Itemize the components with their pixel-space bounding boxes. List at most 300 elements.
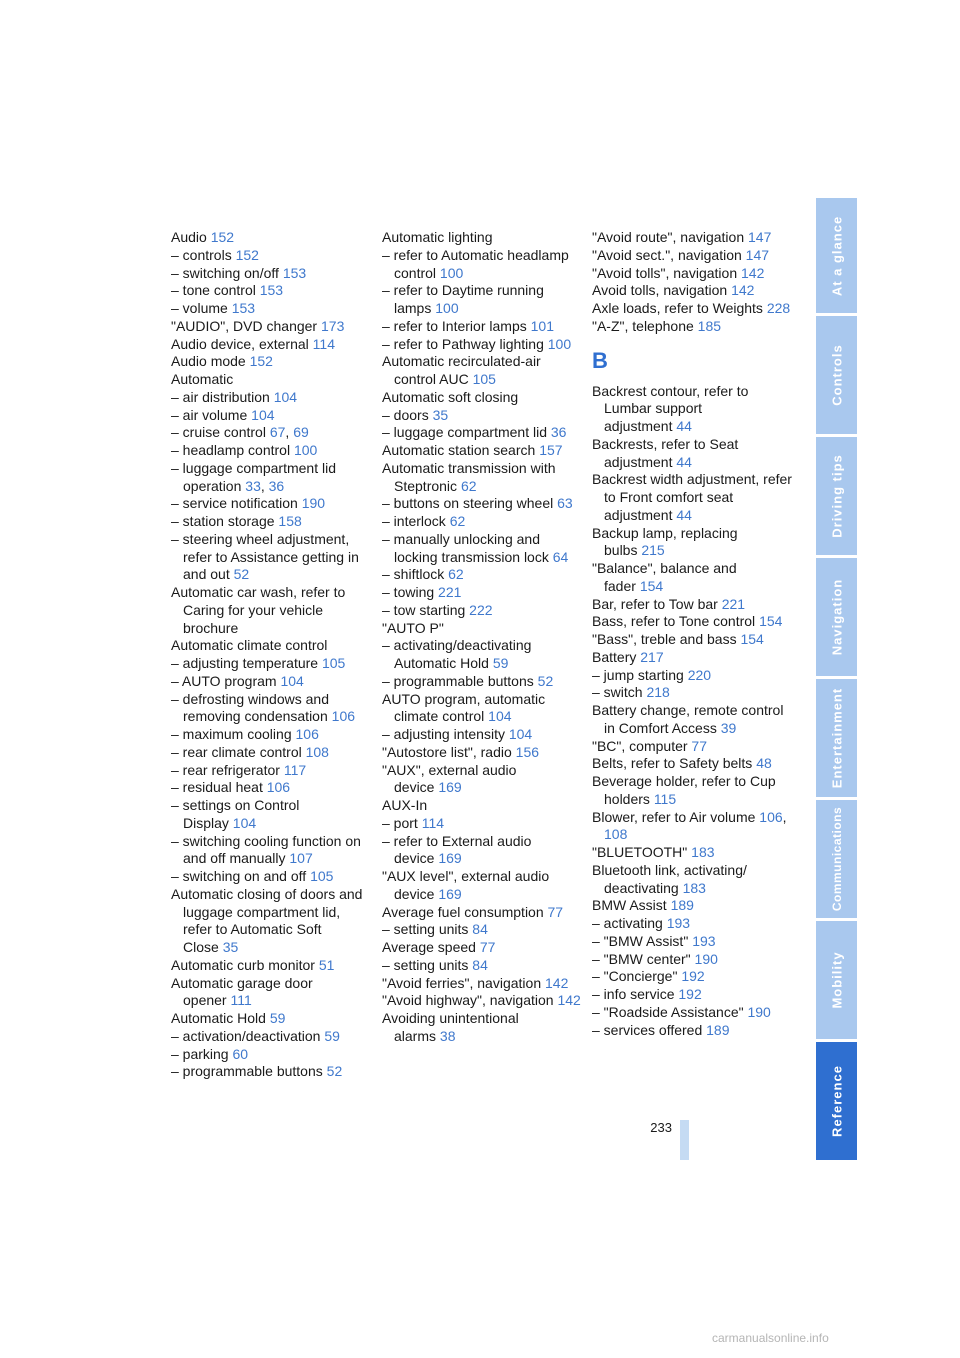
- index-entry: [171, 975, 371, 1011]
- page-link[interactable]: 152: [210, 229, 235, 245]
- page-link[interactable]: 33: [245, 477, 261, 494]
- page-link[interactable]: 190: [301, 495, 326, 512]
- index-entry: [592, 667, 792, 685]
- index-entry: [382, 460, 582, 496]
- page-link[interactable]: 220: [687, 666, 712, 683]
- index-entry-text: Audio device, external: [171, 335, 309, 352]
- index-entry-text: "Avoid highway", navigation: [382, 992, 554, 1009]
- page-link[interactable]: 52: [326, 1063, 343, 1080]
- index-entry-text: Automatic lighting: [382, 229, 493, 245]
- index-entry: [382, 318, 582, 336]
- index-entry-text: Battery change, remote control in Comfort Access: [592, 702, 784, 736]
- index-entry-text: – maximum cooling: [171, 726, 292, 742]
- page-link[interactable]: 153: [282, 264, 307, 281]
- page-link[interactable]: 117: [283, 761, 307, 778]
- index-entry: [171, 407, 371, 425]
- page-link[interactable]: 64: [552, 548, 569, 565]
- index-entry-text: Axle loads, refer to Weights: [592, 300, 763, 316]
- index-entry: [171, 300, 371, 318]
- page-link[interactable]: 157: [539, 442, 563, 458]
- index-entry-text: – refer to External audio device: [382, 832, 532, 867]
- page-link[interactable]: 104: [251, 406, 275, 423]
- index-entry-text: – air distribution: [171, 388, 270, 405]
- page-link[interactable]: 142: [741, 264, 765, 281]
- index-entry-text: – jump starting: [592, 666, 684, 683]
- page-link[interactable]: 107: [289, 850, 313, 867]
- index-entry: [382, 353, 582, 389]
- page-link[interactable]: 39: [720, 719, 737, 736]
- page-link[interactable]: 183: [691, 844, 715, 860]
- index-entry: [382, 620, 582, 638]
- tab-label: Mobility: [829, 951, 844, 1009]
- page-link[interactable]: 52: [537, 672, 554, 689]
- index-entry-text: Belts, refer to Safety belts: [592, 755, 753, 772]
- index-entry-text: – buttons on steering wheel: [382, 495, 554, 512]
- index-entry-text: "Avoid tolls", navigation: [592, 264, 738, 281]
- index-entry: [382, 566, 582, 584]
- index-entry-text: – refer to Pathway lighting: [382, 335, 544, 352]
- index-entry: [382, 584, 582, 602]
- page-link[interactable]: 104: [488, 708, 512, 725]
- tab-label: Communications: [829, 806, 844, 912]
- index-entry-text: Blower, refer to Air volume: [592, 808, 756, 825]
- page-link[interactable]: 193: [666, 915, 691, 931]
- index-entry-text: – refer to Automatic headlamp control: [382, 246, 569, 281]
- index-entry-text: "AUX level", external audio device: [382, 868, 550, 902]
- page-link[interactable]: 62: [449, 513, 466, 529]
- index-entry: [171, 442, 371, 460]
- index-entry-text: – setting units: [382, 921, 469, 938]
- page-link[interactable]: 190: [694, 950, 718, 967]
- page-link[interactable]: 62: [460, 477, 477, 494]
- tab-label: Driving tips: [829, 454, 844, 538]
- index-entry: [382, 442, 582, 460]
- page-link[interactable]: 158: [278, 513, 302, 529]
- index-entry-text: "BC", computer: [592, 737, 688, 754]
- page-link[interactable]: 48: [756, 755, 772, 772]
- index-entry: [382, 975, 582, 993]
- index-entry: [171, 495, 371, 513]
- index-entry-text: Automatic car wash, refer to Caring for your vehicle brochure: [171, 584, 346, 636]
- page-link[interactable]: 52: [233, 566, 250, 583]
- page-link[interactable]: 63: [557, 495, 573, 512]
- index-entry: [592, 247, 792, 265]
- page-link[interactable]: 35: [222, 939, 239, 955]
- index-entry-text: Automatic closing of doors and luggage compartment lid, refer to Automatic Soft Close: [171, 885, 363, 955]
- tab-at-a-glance[interactable]: [816, 198, 857, 313]
- index-entry-text: – activating/deactivating Automatic Hold: [382, 637, 532, 671]
- index-entry-text: – refer to Interior lamps: [382, 317, 527, 334]
- index-entry: [592, 844, 792, 862]
- index-entry: [382, 744, 582, 762]
- page-link[interactable]: 142: [557, 992, 581, 1009]
- page-link[interactable]: 153: [259, 282, 284, 299]
- index-entry: [592, 525, 792, 561]
- index-entry: [382, 602, 582, 620]
- page-link[interactable]: 192: [678, 986, 702, 1002]
- index-entry: [592, 471, 792, 524]
- index-entry: [592, 773, 792, 809]
- index-entry: [382, 868, 582, 904]
- index-entry: [171, 318, 371, 336]
- index-entry: [171, 762, 371, 780]
- index-entry: [592, 933, 792, 951]
- page-link[interactable]: 59: [492, 655, 509, 671]
- index-entry: [382, 229, 582, 247]
- page-link[interactable]: 104: [273, 388, 298, 405]
- index-entry-text: Automatic recirculated-air control AUC: [382, 353, 541, 387]
- page-link[interactable]: 169: [438, 779, 462, 796]
- page-link[interactable]: 154: [639, 577, 664, 594]
- page-link[interactable]: 67: [269, 424, 286, 441]
- index-column-1: [171, 229, 371, 1081]
- index-entry: [382, 495, 582, 513]
- page-link[interactable]: 215: [641, 542, 665, 559]
- page-link[interactable]: 114: [312, 335, 335, 352]
- index-entry: [171, 531, 371, 584]
- index-entry: [592, 318, 792, 336]
- tab-controls[interactable]: [816, 316, 857, 434]
- index-entry: [592, 596, 792, 614]
- page-link[interactable]: 169: [438, 850, 462, 867]
- index-entry: [592, 986, 792, 1004]
- index-entry: [382, 957, 582, 975]
- page-link[interactable]: 228: [766, 300, 791, 316]
- index-entry-text: – manually unlocking and locking transmission lock: [382, 530, 549, 565]
- index-entry: [592, 383, 792, 436]
- tab-entertainment[interactable]: [816, 679, 857, 797]
- index-entry: [382, 247, 582, 283]
- index-entry: [382, 992, 582, 1010]
- page-link[interactable]: 84: [472, 921, 488, 938]
- page-link[interactable]: 38: [439, 1027, 456, 1044]
- tab-communications[interactable]: [816, 800, 857, 918]
- page-link[interactable]: 173: [321, 317, 345, 334]
- index-entry: [592, 897, 792, 915]
- index-entry-text: – adjusting temperature: [171, 655, 319, 671]
- index-entry: [382, 726, 582, 744]
- page-link[interactable]: 104: [280, 672, 304, 689]
- index-entry: [171, 265, 371, 283]
- index-entry-text: – cruise control: [171, 424, 266, 441]
- index-entry-text: AUX-In: [382, 797, 428, 813]
- index-entry: [171, 868, 371, 886]
- index-entry: [382, 282, 582, 318]
- index-entry: [171, 673, 371, 691]
- index-entry: [171, 389, 371, 407]
- page-link[interactable]: 183: [682, 879, 706, 896]
- page-link[interactable]: 185: [697, 317, 722, 334]
- index-entry-text: Automatic Hold: [171, 1010, 266, 1026]
- page-link[interactable]: 100: [439, 264, 464, 281]
- page-link[interactable]: 106: [266, 779, 291, 796]
- index-entry: [171, 655, 371, 673]
- index-entry-text: "AUTO P": [382, 619, 444, 636]
- index-column-3: [592, 229, 792, 1039]
- page-link[interactable]: 100: [435, 300, 459, 316]
- index-entry-text: "A-Z", telephone: [592, 317, 694, 334]
- page-link[interactable]: 44: [676, 453, 692, 470]
- tab-navigation[interactable]: [816, 558, 857, 676]
- index-entry: [382, 389, 582, 407]
- page-link[interactable]: 147: [745, 246, 770, 263]
- page-link[interactable]: 44: [676, 418, 692, 434]
- index-entry-text: – services offered: [592, 1021, 703, 1038]
- index-entry-text: "Balance", balance and fader: [592, 560, 737, 594]
- index-entry: [382, 815, 582, 833]
- page-link[interactable]: 69: [293, 424, 309, 441]
- page-link[interactable]: 114: [421, 814, 445, 831]
- index-entry-text: – port: [382, 814, 418, 831]
- index-entry: [171, 1028, 371, 1046]
- index-entry-text: – activating: [592, 915, 663, 931]
- index-entry-text: Backrests, refer to Seat adjustment: [592, 435, 739, 470]
- page-link[interactable]: 100: [547, 335, 572, 352]
- index-entry: [171, 336, 371, 354]
- index-entry-text: – interlock: [382, 513, 446, 529]
- index-entry-text: Average speed: [382, 939, 476, 955]
- tab-mobility[interactable]: [816, 921, 857, 1039]
- page-link[interactable]: 156: [515, 743, 540, 760]
- page-link[interactable]: 189: [670, 897, 694, 914]
- page-link[interactable]: 104: [508, 726, 533, 742]
- index-entry: [592, 862, 792, 898]
- index-column-2: [382, 229, 582, 1046]
- watermark: carmanualsonline.info: [712, 1331, 829, 1345]
- index-entry-text: – switching on/off: [171, 264, 279, 281]
- index-entry: [592, 755, 792, 773]
- index-entry: [382, 531, 582, 567]
- index-entry-text: – luggage compartment lid: [382, 424, 547, 441]
- page-link[interactable]: 222: [469, 601, 493, 618]
- page-link[interactable]: 152: [235, 246, 259, 263]
- page-link[interactable]: 153: [231, 300, 256, 316]
- page-link[interactable]: 106: [759, 808, 783, 825]
- index-entry: [592, 613, 792, 631]
- page-number: 233: [650, 1120, 672, 1135]
- tab-label: At a glance: [829, 215, 844, 296]
- page-link[interactable]: 59: [324, 1027, 340, 1044]
- index-entry-text: BMW Assist: [592, 897, 667, 914]
- index-entry: [592, 265, 792, 283]
- index-entry-text: Avoid tolls, navigation: [592, 282, 728, 299]
- index-entry: [171, 779, 371, 797]
- index-entry: Blower, refer to Air volume 106, 108: [592, 808, 787, 843]
- tab-label: Controls: [829, 344, 844, 406]
- index-entry-text: "AUX", external audio device: [382, 761, 517, 796]
- index-entry: [592, 229, 792, 247]
- index-entry-text: Beverage holder, refer to Cup holders: [592, 773, 776, 807]
- tab-label: Navigation: [829, 578, 844, 656]
- page-link[interactable]: 115: [653, 790, 677, 807]
- page-link[interactable]: 147: [748, 229, 772, 245]
- index-entry-text: – refer to Daytime running lamps: [382, 282, 544, 316]
- index-entry: [382, 921, 582, 939]
- page-link[interactable]: 192: [681, 968, 705, 985]
- index-entry: [171, 797, 371, 833]
- page-link[interactable]: 111: [230, 992, 252, 1009]
- index-entry: [171, 353, 371, 371]
- page-link[interactable]: 108: [604, 826, 628, 843]
- page-link[interactable]: 217: [640, 648, 664, 665]
- index-entry-text: Bar, refer to Tow bar: [592, 595, 718, 612]
- index-entry-text: – "BMW center": [592, 950, 691, 967]
- index-entry-text: Automatic station search: [382, 442, 536, 458]
- index-entry-text: – doors: [382, 406, 429, 423]
- index-entry-text: Audio: [171, 229, 207, 245]
- page-link[interactable]: 108: [305, 743, 329, 760]
- page-link[interactable]: 105: [310, 868, 334, 884]
- page-link[interactable]: 77: [691, 737, 707, 754]
- index-entry-text: – tow starting: [382, 601, 466, 618]
- index-entry: [592, 436, 792, 472]
- index-entry-text: Backrest contour, refer to Lumbar support adjustment: [592, 382, 749, 434]
- index-entry: [171, 247, 371, 265]
- index-entry-text: – programmable buttons: [171, 1063, 323, 1080]
- page-link[interactable]: 106: [295, 726, 319, 742]
- index-entry-text: – switch: [592, 684, 643, 701]
- index-entry-text: AUTO program, automatic climate control: [382, 690, 546, 725]
- page-link[interactable]: 36: [268, 477, 285, 494]
- index-entry-text: – station storage: [171, 513, 275, 529]
- index-entry-text: – switching on and off: [171, 868, 307, 884]
- index-entry: [382, 1010, 582, 1046]
- index-entry: [592, 738, 792, 756]
- index-entry: [171, 957, 371, 975]
- page-link[interactable]: 105: [321, 655, 346, 671]
- page-link[interactable]: 221: [721, 595, 746, 612]
- page-link[interactable]: 51: [318, 956, 335, 973]
- page-link[interactable]: 142: [731, 282, 755, 299]
- index-entry: [592, 951, 792, 969]
- page-link[interactable]: 104: [232, 814, 257, 831]
- index-entry: [171, 886, 371, 957]
- tab-reference[interactable]: [816, 1042, 857, 1160]
- tab-label: Reference: [829, 1065, 844, 1137]
- index-entry: [382, 833, 582, 869]
- index-entry-text: "Avoid ferries", navigation: [382, 974, 542, 991]
- index-entry: [592, 631, 792, 649]
- index-entry-text: Automatic curb monitor: [171, 956, 315, 973]
- index-entry-text: "BLUETOOTH": [592, 844, 688, 860]
- page-link[interactable]: 221: [438, 584, 462, 600]
- index-entry-text: Automatic transmission with Steptronic: [382, 459, 556, 494]
- index-entry: [171, 1010, 371, 1028]
- index-entry-text: – residual heat: [171, 779, 263, 796]
- index-entry: [592, 968, 792, 986]
- index-entry-text: – controls: [171, 246, 232, 263]
- tab-driving-tips[interactable]: [816, 437, 857, 555]
- index-entry-text: – info service: [592, 986, 675, 1002]
- index-entry-text: Audio mode: [171, 353, 246, 370]
- index-entry: [382, 904, 582, 922]
- index-entry-text: – adjusting intensity: [382, 726, 505, 742]
- index-entry: – luggage compartment lid operation 33, 36: [171, 459, 336, 494]
- page-link[interactable]: 100: [293, 442, 318, 458]
- index-entry-text: – rear refrigerator: [171, 761, 280, 778]
- index-entry-text: "Avoid route", navigation: [592, 229, 745, 245]
- index-entry-text: – tone control: [171, 282, 256, 299]
- index-entry-text: – service notification: [171, 495, 298, 512]
- index-entry: [592, 702, 792, 738]
- index-entry: [171, 584, 371, 637]
- index-entry: [592, 649, 792, 667]
- index-entry-text: Bluetooth link, activating/ deactivating: [592, 861, 747, 896]
- index-entry: [171, 1046, 371, 1064]
- index-entry: [171, 833, 371, 869]
- page-link[interactable]: 169: [438, 885, 462, 902]
- page-link[interactable]: 36: [550, 424, 567, 441]
- page-link[interactable]: 59: [269, 1010, 286, 1026]
- index-entry: [382, 637, 582, 673]
- index-entry-text: Bass, refer to Tone control: [592, 613, 756, 630]
- index-entry: [171, 371, 371, 389]
- index-letter-heading: B: [592, 347, 608, 373]
- index-entry: [171, 282, 371, 300]
- index-entry: [382, 939, 582, 957]
- index-entry: [592, 684, 792, 702]
- page-link[interactable]: 190: [747, 1003, 771, 1020]
- index-entry: [382, 513, 582, 531]
- page-link[interactable]: 189: [706, 1021, 730, 1038]
- index-entry-text: – towing: [382, 584, 435, 600]
- index-entry: [382, 424, 582, 442]
- page-link[interactable]: 84: [472, 956, 488, 973]
- index-entry-text: – shiftlock: [382, 566, 445, 583]
- page-link[interactable]: 44: [676, 506, 692, 523]
- index-entry: [171, 229, 371, 247]
- index-entry-text: Backup lamp, replacing bulbs: [592, 524, 738, 559]
- index-entry: [382, 691, 582, 727]
- page-link[interactable]: 152: [249, 353, 273, 370]
- index-entry-text: – switching cooling function on and off manually: [171, 832, 361, 867]
- page-link[interactable]: 35: [432, 406, 449, 423]
- page-link[interactable]: 218: [646, 684, 670, 701]
- index-entry: [592, 1004, 792, 1022]
- index-entry-text: – programmable buttons: [382, 672, 534, 689]
- page-link[interactable]: 62: [448, 566, 464, 583]
- index-entry: [171, 691, 371, 727]
- index-entry-text: – "Roadside Assistance": [592, 1003, 744, 1020]
- index-entry-text: "Avoid sect.", navigation: [592, 246, 742, 263]
- page-link[interactable]: 142: [545, 974, 569, 991]
- page-link[interactable]: 60: [232, 1045, 249, 1062]
- index-entry: [171, 637, 371, 655]
- index-entry: [171, 1063, 371, 1081]
- index-entry: [592, 282, 792, 300]
- page-link[interactable]: 154: [759, 613, 783, 630]
- page-link[interactable]: 106: [331, 708, 356, 725]
- page-link[interactable]: 193: [692, 932, 716, 949]
- page-link[interactable]: 105: [472, 371, 496, 387]
- page-link[interactable]: 101: [530, 317, 554, 334]
- index-entry-text: "Bass", treble and bass: [592, 631, 737, 647]
- index-entry-text: – luggage compartment lid operation: [171, 459, 336, 494]
- index-entry: [592, 560, 792, 596]
- tab-label: Entertainment: [829, 687, 844, 789]
- section-tabs: [816, 198, 857, 1160]
- index-entry-text: – parking: [171, 1045, 229, 1062]
- index-entry-text: – "BMW Assist": [592, 932, 689, 949]
- index-entry-text: Backrest width adjustment, refer to Front comfort seat adjustment: [592, 471, 792, 523]
- index-entry: [382, 407, 582, 425]
- page-link[interactable]: 154: [740, 631, 764, 647]
- page-link[interactable]: 77: [547, 903, 564, 920]
- index-entry: [171, 726, 371, 744]
- index-entry: [382, 762, 582, 798]
- index-entry: [592, 1022, 792, 1040]
- page-link[interactable]: 77: [479, 939, 496, 955]
